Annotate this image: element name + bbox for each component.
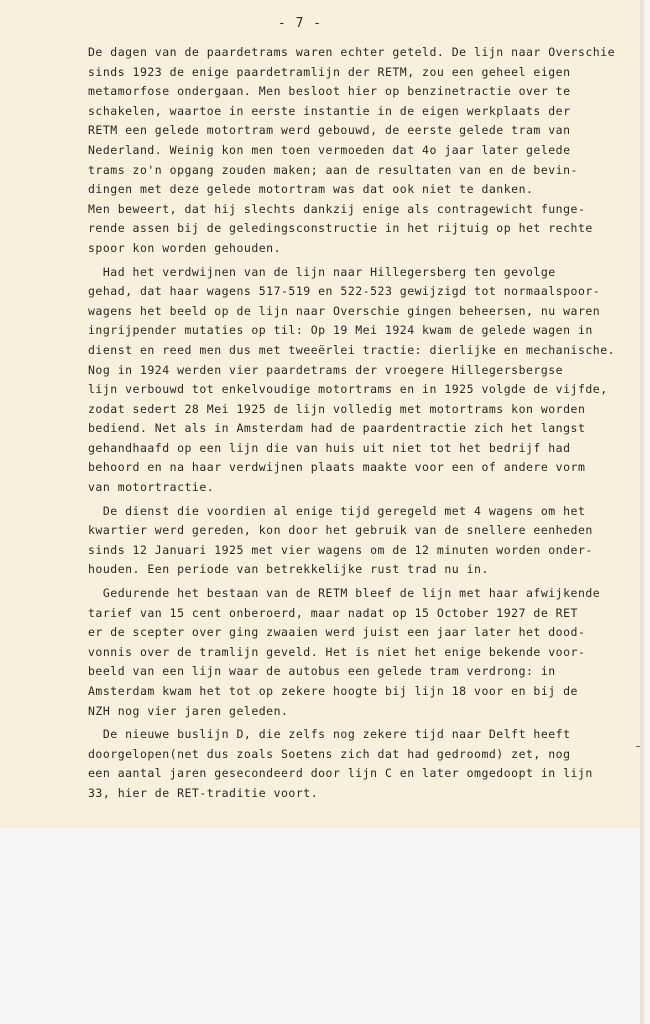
text-line: lijn verbouwd tot enkelvoudige motortrams en in 1925 volgde de vijfde, xyxy=(88,382,608,397)
text-line: NZH nog vier jaren geleden. xyxy=(88,703,289,718)
text-line: Gedurende het bestaan van de RETM bleef de lijn met haar afwijkende xyxy=(88,586,601,601)
text-line: een aantal jaren gesecondeerd door lijn C en later omgedoopt in lijn xyxy=(88,766,593,781)
document-body xyxy=(88,43,648,804)
text-line: kwartier werd gereden, kon door het gebruik van de snellere eenheden xyxy=(88,523,593,538)
text-line: sinds 1923 de enige paardetramlijn der RETM, zou een geheel eigen xyxy=(88,64,571,79)
text-line: metamorfose ondergaan. Men besloot hier op benzinetractie over te xyxy=(88,84,571,99)
text-line: spoor kon worden gehouden. xyxy=(88,240,282,255)
text-line: Nederland. Weinig kon men toen vermoeden dat 4o jaar later gelede xyxy=(88,142,571,157)
text-line: beeld van een lijn waar de autobus een gelede tram verdrong: in xyxy=(88,664,556,679)
text-line: behoord en na haar verdwijnen plaats maakte voor een of andere vorm xyxy=(88,460,586,475)
text-line: dingen met deze gelede motortram was dat ook niet te danken. xyxy=(88,182,534,197)
text-line: RETM een gelede motortram werd gebouwd, de eerste gelede tram van xyxy=(88,123,571,138)
text-line: bediend. Net als in Amsterdam had de paardentractie zich het langst xyxy=(88,421,586,436)
text-line: gehad, dat haar wagens 517-519 en 522-523 gewijzigd tot normaalspoor- xyxy=(88,284,601,299)
text-line: gehandhaafd op een lijn die van huis uit niet tot het bedrijf had xyxy=(88,440,571,455)
text-line: Amsterdam kwam het tot op zekere hoogte bij lijn 18 voor en bij de xyxy=(88,684,578,698)
text-line: rende assen bij de geledingsconstructie in het rijtuig op het rechte xyxy=(88,221,593,236)
text-line: Nog in 1924 werden vier paardetrams der vroegere Hillegersbergse xyxy=(88,362,564,377)
text-line: wagens het beeld op de lijn naar Overschie gingen beheersen, nu waren xyxy=(88,303,601,318)
text-line: 33, hier de RET-traditie voort. xyxy=(88,785,319,800)
text-line: doorgelopen(net dus zoals Soetens zich dat had gedroomd) zet, nog xyxy=(88,746,571,761)
text-line: van motortractie. xyxy=(88,480,215,495)
text-line: De nieuwe buslijn D, die zelfs nog zekere tijd naar Delft heeft xyxy=(88,727,571,742)
text-line: trams zo'n opgang zouden maken; aan de resultaten van en de bevin- xyxy=(88,162,578,177)
text-line: De dagen van de paardetrams waren echter geteld. De lijn naar Overschie xyxy=(88,45,616,59)
text-line: zodat sedert 28 Mei 1925 de lijn volledig met motortrams kon worden xyxy=(88,401,586,416)
page-number: - 7 - xyxy=(277,16,323,31)
text-line: De dienst die voordien al enige tijd geregeld met 4 wagens om het xyxy=(88,503,586,518)
text-line: houden. Een periode van betrekkelijke rust trad nu in. xyxy=(88,562,489,577)
text-line: er de scepter over ging zwaaien werd juist een jaar later het dood- xyxy=(88,625,586,640)
text-line: ingrijpender mutaties op til: Op 19 Mei 1924 kwam de gelede wagen in xyxy=(88,323,593,338)
margin-mark xyxy=(636,746,640,747)
text-line: tarief van 15 cent onberoerd, maar nadat op 15 October 1927 de RET xyxy=(88,605,578,620)
text-line: Men beweert, dat hij slechts dankzij enige als contragewicht funge- xyxy=(88,201,586,216)
text-line: dienst en reed men dus met tweeërlei tractie: dierlijke en mechanische. xyxy=(88,342,616,357)
text-line: vonnis over de tramlijn geveld. Het is niet het enige bekende voor- xyxy=(88,644,586,659)
text-line: schakelen, waartoe in eerste instantie in de eigen werkplaats der xyxy=(88,103,571,118)
text-line: Had het verdwijnen van de lijn naar Hillegersberg ten gevolge xyxy=(88,264,556,279)
text-line: sinds 12 Januari 1925 met vier wagens om de 12 minuten worden onder- xyxy=(88,542,593,557)
